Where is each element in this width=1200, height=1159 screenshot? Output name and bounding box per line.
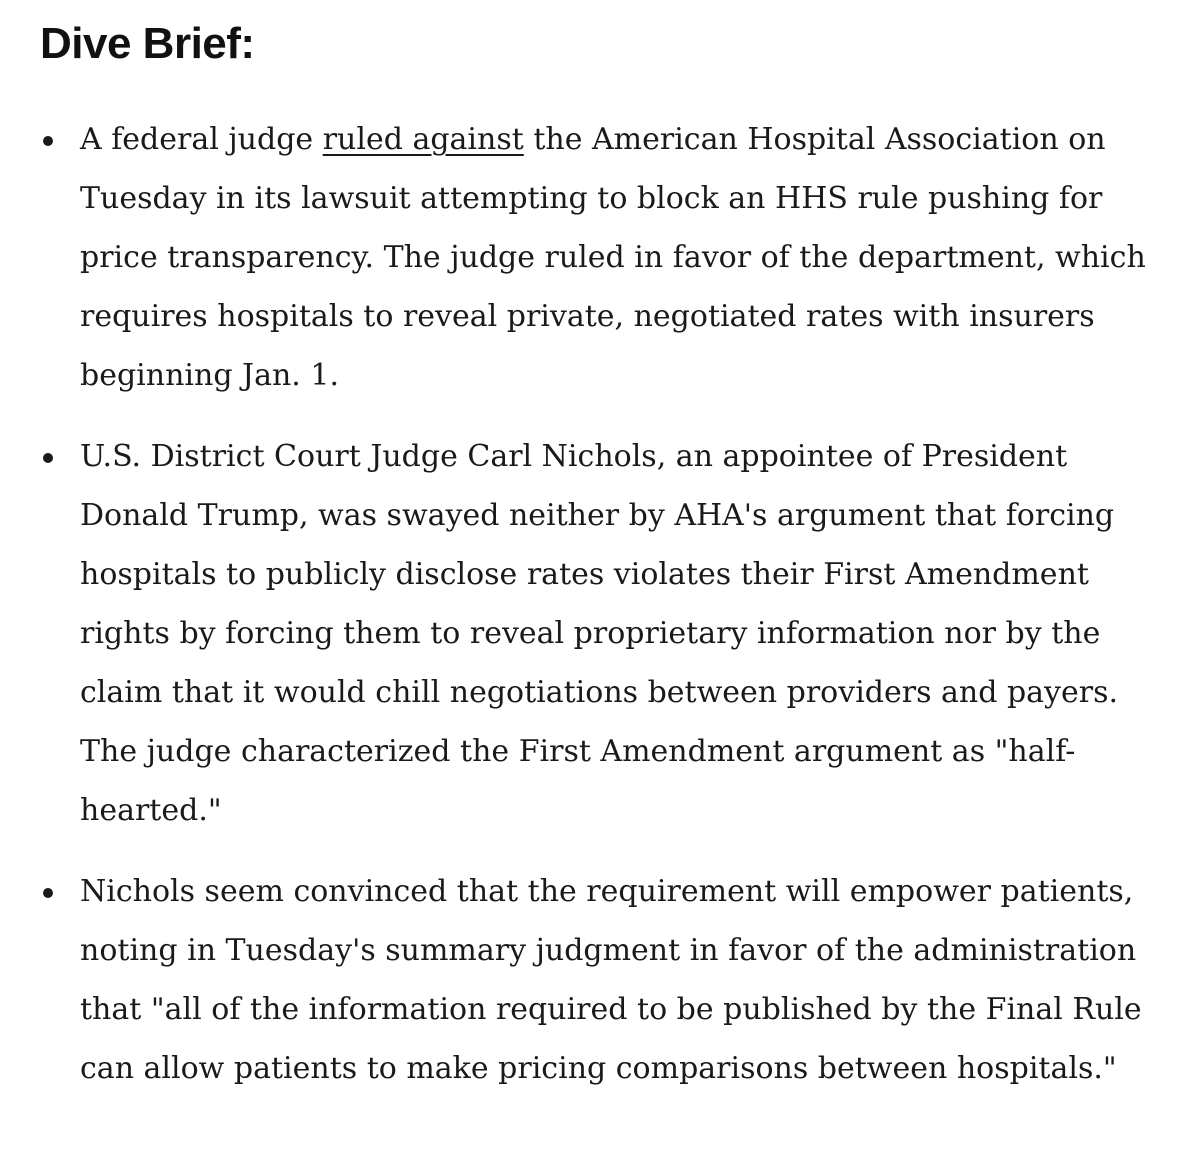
- bullet-text: Nichols seem convinced that the requirement will empower patients, noting in Tuesday's summary judgment in favor of the administration that "all of the information required to be published by the Final Rule can allow patients to make pricing comparisons between hospitals.": [80, 874, 1142, 1086]
- ruled-against-link[interactable]: ruled against: [322, 122, 524, 157]
- list-item: [0, 862, 1200, 1098]
- list-item: [0, 110, 1200, 405]
- bullet-text-before-link: A federal judge: [80, 122, 323, 157]
- dive-brief-list: [0, 110, 1200, 1120]
- bullet-dot-icon: [43, 888, 53, 898]
- bullet-text-after-link: the American Hospital Association on Tuesday in its lawsuit attempting to block an HHS rule pushing for price transparency. The judge ruled in favor of the department, which requires hospitals to reveal private, negotiated rates with insurers beginning Jan. 1.: [80, 122, 1146, 393]
- list-item: [0, 427, 1200, 840]
- section-heading: Dive Brief:: [40, 19, 255, 68]
- bullet-dot-icon: [43, 453, 53, 463]
- bullet-dot-icon: [43, 136, 53, 146]
- bullet-text: U.S. District Court Judge Carl Nichols, an appointee of President Donald Trump, was swayed neither by AHA's argument that forcing hospitals to publicly disclose rates violates their First Amendment rights by forcing them to reveal proprietary information nor by the claim that it would chill negotiations between providers and payers. The judge characterized the First Amendment argument as "half-hearted.": [80, 439, 1119, 828]
